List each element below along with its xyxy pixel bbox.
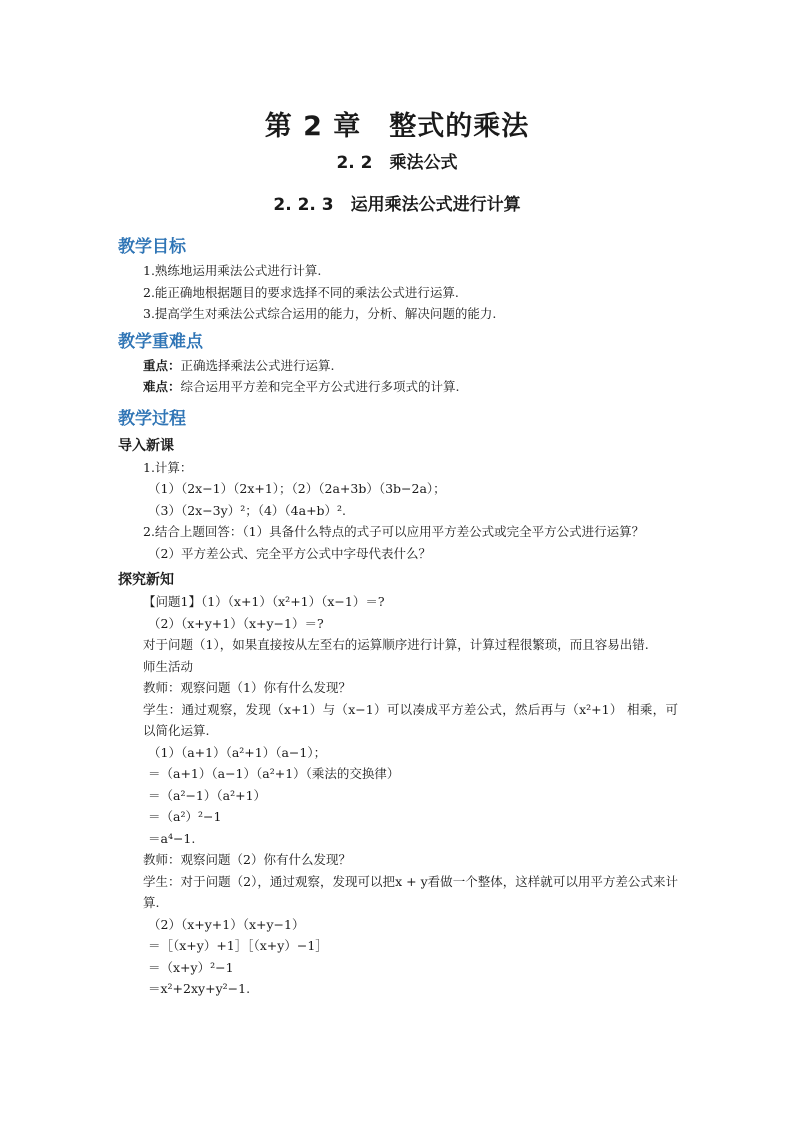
explore-line: ＝（x+y）²−1 [148,959,234,975]
intro-line: 2.结合上题回答：（1）具备什么特点的式子可以应用平方差公式或完全平方公式进行运算？ [143,524,645,539]
difficult-point [118,376,678,398]
intro-line: （1）（2x−1）（2x+1）；（2）（2a+3b）（3b−2a）； [148,481,446,496]
explore-heading: 探究新知 [118,572,174,588]
explore-line: 教师：观察问题（2）你有什么发现？ [143,852,351,867]
explore-line: 【问题1】（1）（x+1）（x²+1）（x−1）＝? [143,594,385,609]
explore-line: （1）（a+1）（a²+1）（a−1）； [148,744,327,760]
goals-heading: 教学目标 [118,237,186,257]
goal-item: 2.能正确地根据题目的要求选择不同的乘法公式进行运算. [143,284,459,300]
intro-line: 1.计算： [143,459,193,475]
explore-line: ＝（a+1）（a−1）（a²+1）（乘法的交换律） [148,766,400,781]
subsection-title: 2. 2. 3 运用乘法公式进行计算 [273,195,521,215]
document-body [118,230,678,1000]
goal-item: 3.提高学生对乘法公式综合运用的能力，分析、解决问题的能力. [143,306,497,321]
explore-line: ＝a⁴−1. [148,830,196,846]
process-heading: 教学过程 [118,408,186,429]
explore-line: ＝（a²−1）（a²+1） [148,787,267,803]
key-point-label: 重点： [143,357,181,373]
explore-line: 师生活动 [143,658,194,674]
key-point-text: 正确选择乘法公式进行运算. [180,357,335,373]
focus-heading: 教学重难点 [118,331,203,352]
explore-line: 教师：观察问题（1）你有什么发现？ [143,680,351,695]
explore-line: ＝（a²）²−1 [148,809,222,824]
explore-line: ＝x²+2xy+y²−1. [148,981,251,996]
key-point [118,355,678,377]
explore-line: （2）（x+y+1）（x+y−1）＝? [148,615,324,631]
intro-heading: 导入新课 [118,437,174,454]
intro-line: （3）（2x−3y）²；（4）（4a+b）². [148,502,347,518]
difficult-point-text: 综合运用平方差和完全平方公式进行多项式的计算. [180,379,460,394]
section-title: 2. 2 乘法公式 [336,153,458,173]
explore-line: 学生：对于问题（2），通过观察，发现可以把x + y看做一个整体，这样就可以用平方差公式来计算. [143,873,678,910]
difficult-point-label: 难点： [143,379,181,394]
goal-item: 1.熟练地运用乘法公式进行计算. [143,263,322,278]
chapter-title: 第 2 章 整式的乘法 [264,111,530,142]
explore-line: 对于问题（1），如果直接按从左至右的运算顺序进行计算，计算过程很繁琐，而且容易出错. [143,637,649,652]
explore-line: 学生：通过观察，发现（x+1）与（x−1）可以凑成平方差公式，然后再与（x²+1） 相乘，可以简化运算. [143,701,678,738]
explore-line: （2）（x+y+1）（x+y−1） [148,916,305,932]
explore-line: ＝［（x+y）+1］［（x+y）−1］ [148,938,328,953]
intro-line: （2）平方差公式、完全平方公式中字母代表什么？ [148,545,431,561]
